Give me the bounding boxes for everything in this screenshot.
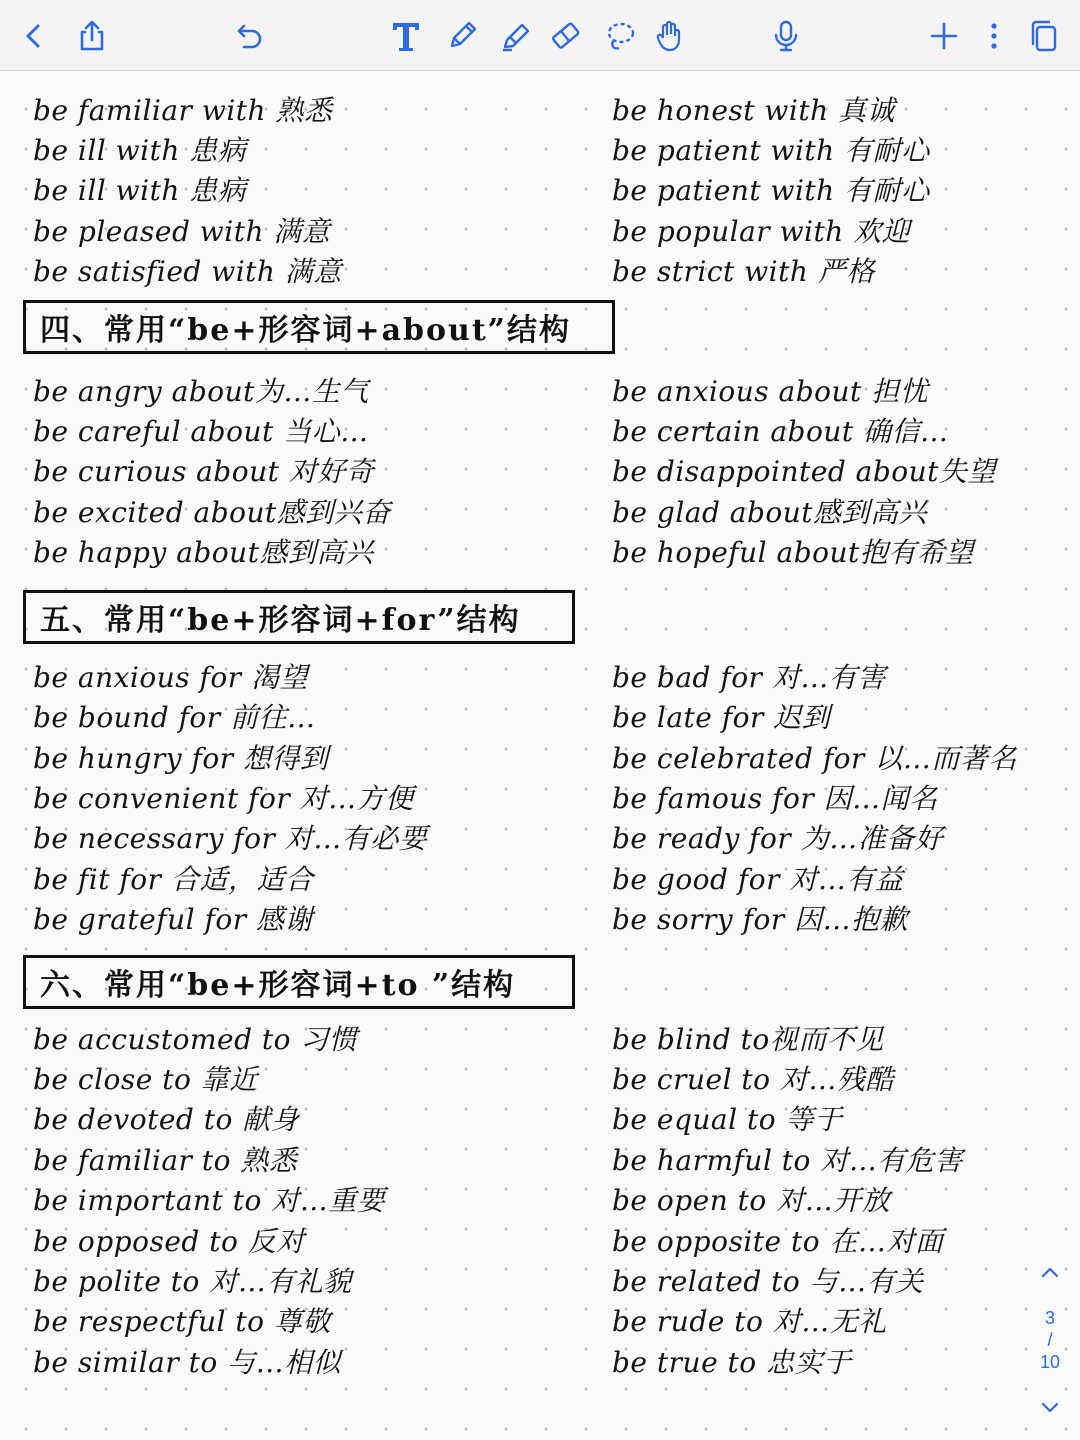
add-icon[interactable] (922, 14, 966, 58)
eraser-icon[interactable] (544, 14, 588, 58)
phrase-item: be certain about 确信… (612, 415, 949, 448)
phrase-item: be accustomed to 习惯 (33, 1023, 358, 1056)
section-heading: 六、常用“be+形容词+to ”结构 (23, 955, 575, 1009)
text-tool-icon[interactable] (384, 14, 428, 58)
page-down-button[interactable] (1028, 1394, 1072, 1424)
phrase-item: be familiar with 熟悉 (33, 94, 333, 127)
phrase-item: be anxious about 担忧 (612, 375, 929, 408)
phrase-item: be honest with 真诚 (612, 94, 896, 127)
phrase-item: be sorry for 因…抱歉 (612, 903, 909, 936)
phrase-item: be anxious for 渴望 (33, 661, 309, 694)
phrase-item: be harmful to 对…有危害 (612, 1144, 963, 1177)
phrase-item: be angry about为…生气 (33, 375, 369, 408)
microphone-icon[interactable] (764, 14, 808, 58)
phrase-item: be popular with 欢迎 (612, 215, 911, 248)
phrase-item: be bound for 前往… (33, 701, 316, 734)
phrase-item: be devoted to 献身 (33, 1103, 300, 1136)
phrase-item: be pleased with 满意 (33, 215, 331, 248)
section-heading: 五、常用“be+形容词+for”结构 (23, 590, 575, 644)
undo-icon[interactable] (228, 14, 272, 58)
phrase-item: be patient with 有耐心 (612, 174, 930, 207)
phrase-item: be cruel to 对…残酷 (612, 1063, 894, 1096)
phrase-item: be strict with 严格 (612, 255, 875, 288)
share-icon[interactable] (70, 14, 114, 58)
highlighter-icon[interactable] (494, 14, 538, 58)
page-separator: / (1047, 1330, 1053, 1350)
phrase-item: be glad about感到高兴 (612, 496, 928, 529)
phrase-item: be open to 对…开放 (612, 1184, 891, 1217)
phrase-item: be good for 对…有益 (612, 863, 904, 896)
phrase-item: be opposed to 反对 (33, 1225, 305, 1258)
phrase-item: be ill with 患病 (33, 174, 247, 207)
phrase-item: be bad for 对…有害 (612, 661, 886, 694)
lasso-icon[interactable] (598, 14, 642, 58)
phrase-item: be rude to 对…无礼 (612, 1305, 887, 1338)
phrase-item: be satisfied with 满意 (33, 255, 342, 288)
phrase-item: be blind to视而不见 (612, 1023, 884, 1056)
phrase-item: be hopeful about抱有希望 (612, 536, 974, 569)
note-page[interactable] (0, 71, 1080, 1440)
pages-icon[interactable] (1022, 14, 1066, 58)
phrase-item: be happy about感到高兴 (33, 536, 374, 569)
phrase-item: be similar to 与…相似 (33, 1346, 342, 1379)
phrase-item: be opposite to 在…对面 (612, 1225, 944, 1258)
phrase-item: be curious about 对好奇 (33, 455, 375, 488)
phrase-item: be related to 与…有关 (612, 1265, 924, 1298)
phrase-item: be celebrated for 以…而著名 (612, 742, 1017, 775)
hand-icon[interactable] (648, 14, 692, 58)
phrase-item: be hungry for 想得到 (33, 742, 329, 775)
chevron-up-icon (1037, 1260, 1063, 1286)
toolbar (0, 0, 1080, 71)
phrase-item: be fit for 合适，适合 (33, 863, 314, 896)
phrase-item: be respectful to 尊敬 (33, 1305, 331, 1338)
phrase-item: be true to 忠实于 (612, 1346, 852, 1379)
phrase-item: be careful about 当心… (33, 415, 369, 448)
page-current: 3 (1044, 1308, 1055, 1328)
phrase-item: be excited about感到兴奋 (33, 496, 391, 529)
phrase-item: be necessary for 对…有必要 (33, 822, 428, 855)
phrase-item: be equal to 等于 (612, 1103, 843, 1136)
phrase-item: be ill with 患病 (33, 134, 247, 167)
phrase-item: be disappointed about失望 (612, 455, 996, 488)
page-up-button[interactable] (1028, 1260, 1072, 1290)
phrase-item: be grateful for 感谢 (33, 903, 313, 936)
back-icon[interactable] (12, 14, 56, 58)
phrase-item: be late for 迟到 (612, 701, 831, 734)
phrase-item: be polite to 对…有礼貌 (33, 1265, 352, 1298)
more-icon[interactable] (972, 14, 1016, 58)
phrase-item: be famous for 因…闻名 (612, 782, 938, 815)
section-heading: 四、常用“be+形容词+about”结构 (23, 300, 615, 354)
phrase-item: be ready for 为…准备好 (612, 822, 944, 855)
phrase-item: be close to 靠近 (33, 1063, 258, 1096)
page-total: 10 (1039, 1352, 1061, 1372)
phrase-item: be familiar to 熟悉 (33, 1144, 298, 1177)
phrase-item: be convenient for 对…方便 (33, 782, 414, 815)
chevron-down-icon (1037, 1394, 1063, 1420)
pen-icon[interactable] (440, 14, 484, 58)
phrase-item: be patient with 有耐心 (612, 134, 930, 167)
phrase-item: be important to 对…重要 (33, 1184, 386, 1217)
